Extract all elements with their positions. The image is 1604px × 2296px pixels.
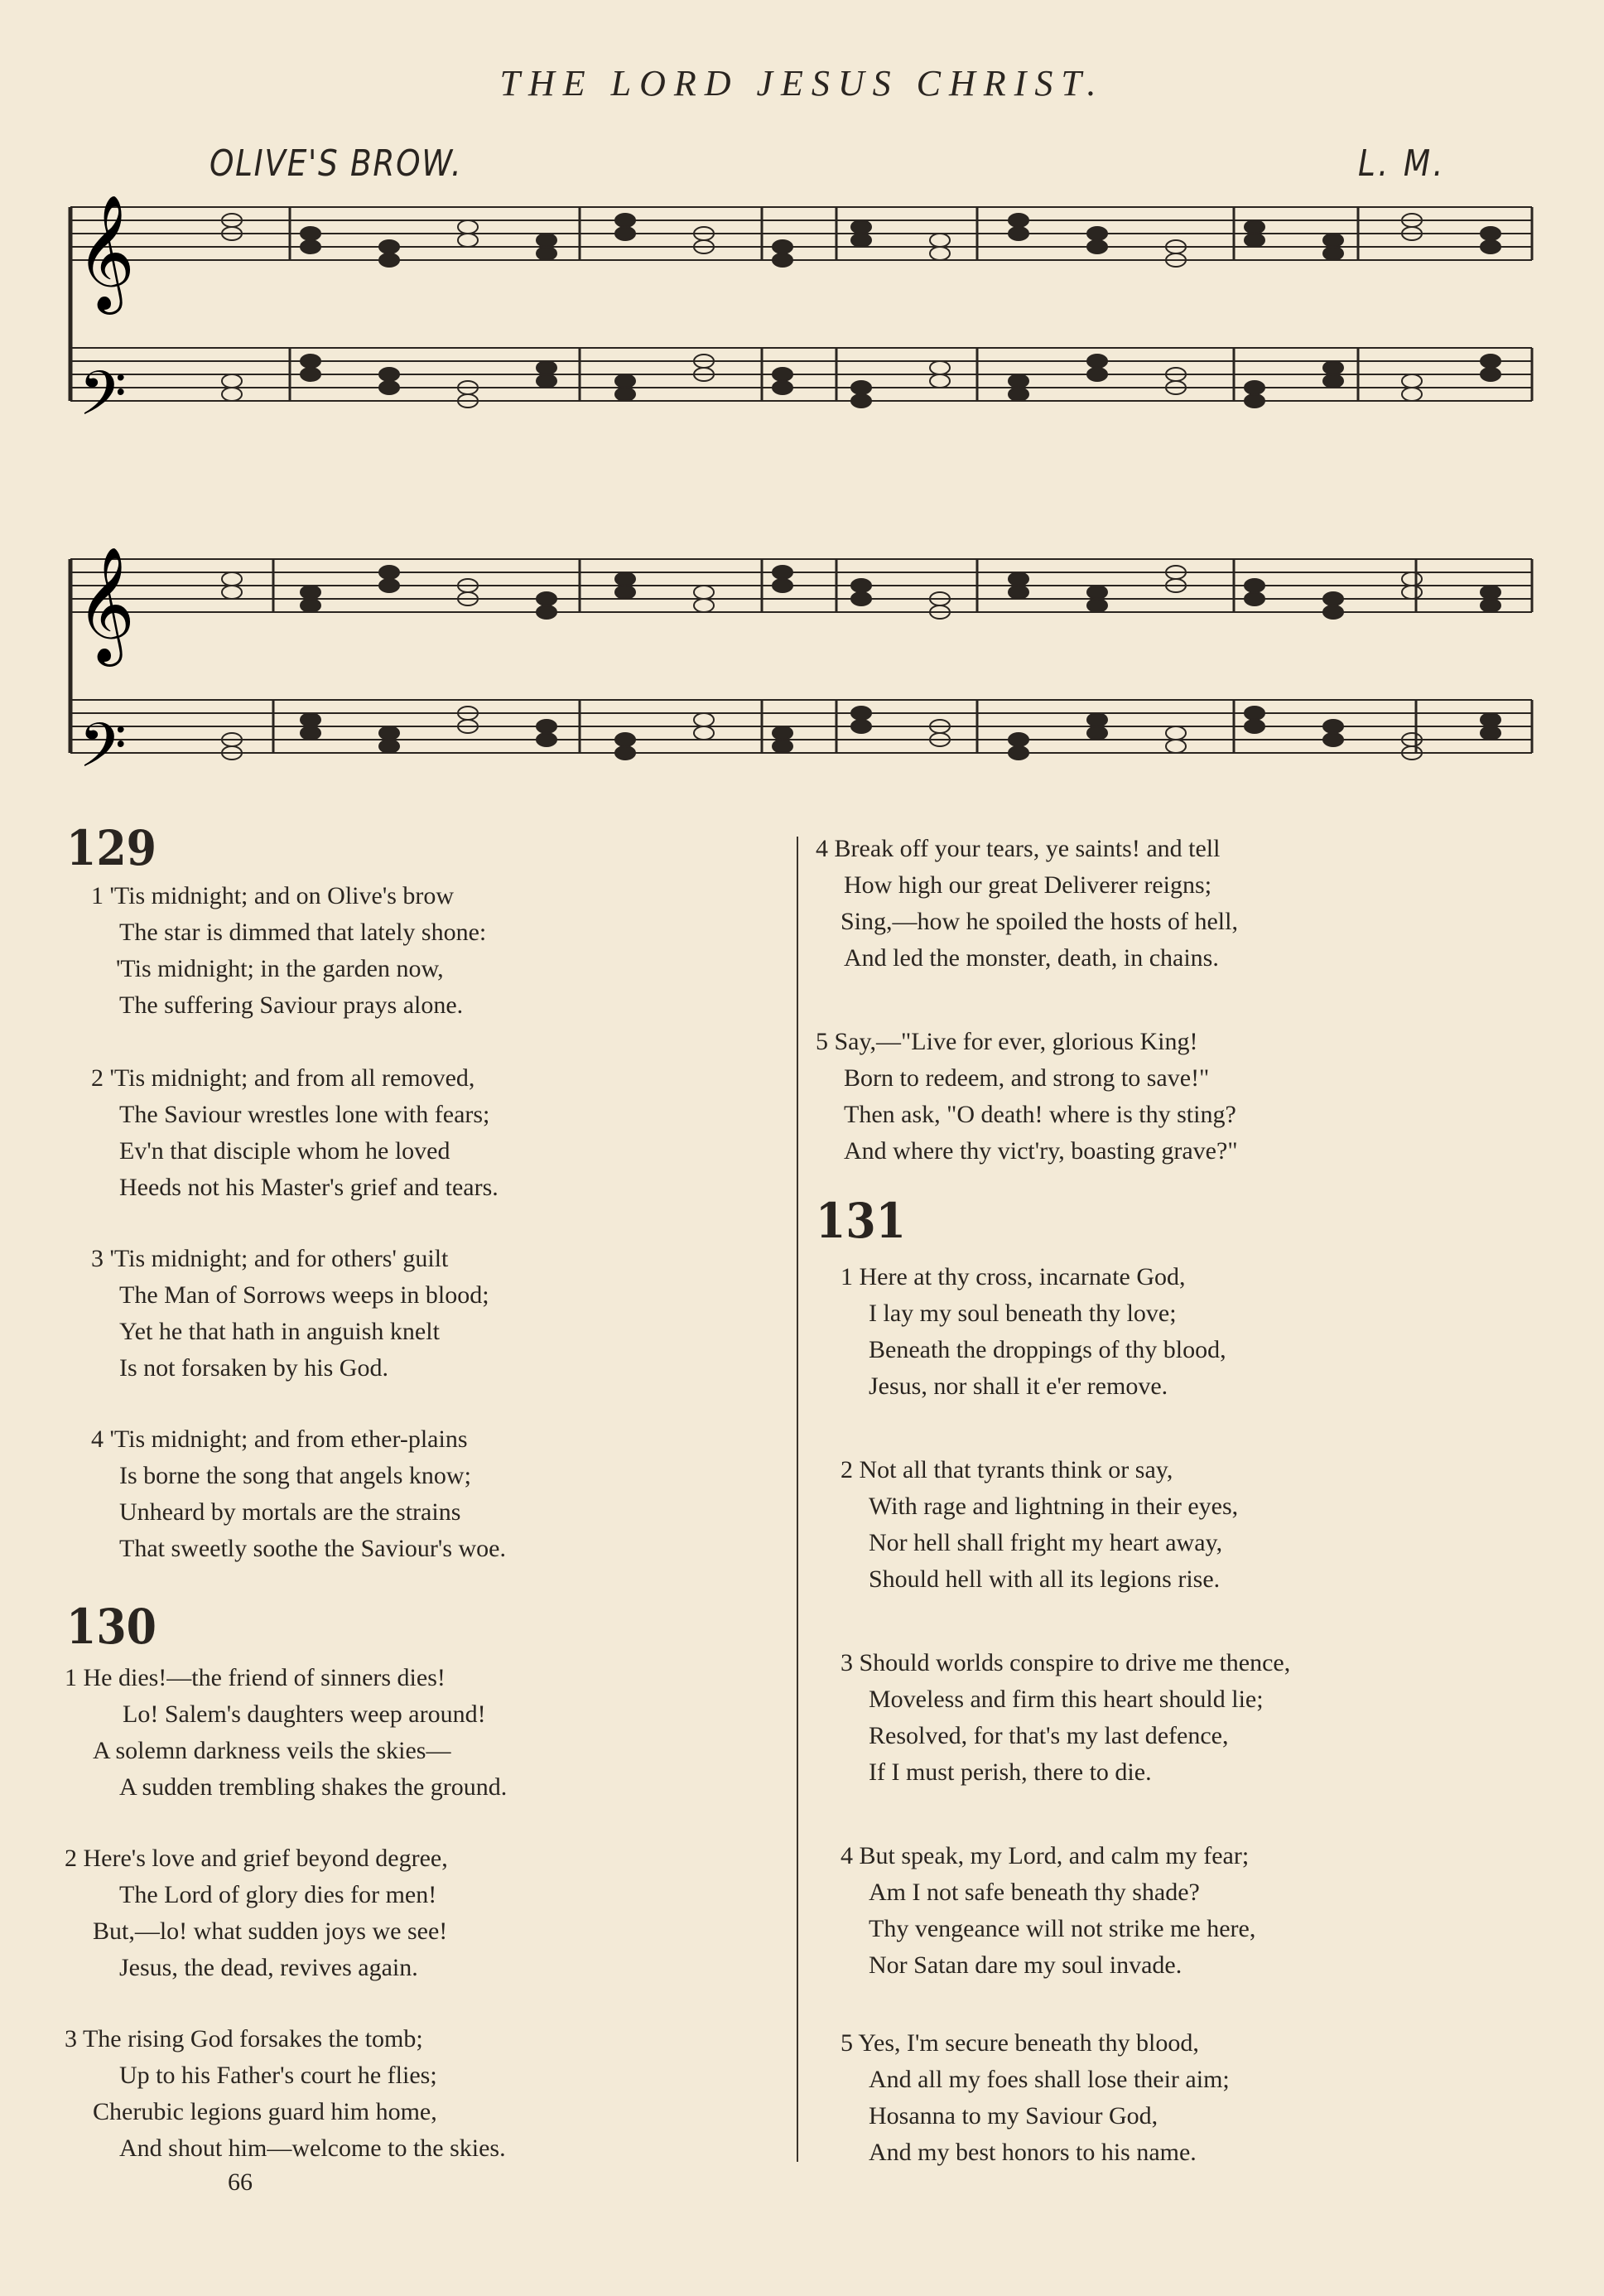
verse-line: Yet he that hath in anguish knelt	[119, 1318, 440, 1345]
note-head	[537, 733, 556, 746]
note-head	[1481, 726, 1500, 740]
note-head	[222, 374, 242, 388]
note-head	[379, 740, 399, 753]
note-head	[773, 566, 792, 579]
tune-name: OLIVE'S BROW.	[210, 142, 463, 185]
note-head	[851, 234, 871, 247]
note-head	[1402, 374, 1422, 388]
hymn-131-verse-1	[841, 1259, 1226, 1405]
verse-line: And where thy vict'ry, boasting grave?"	[844, 1137, 1238, 1165]
note-head	[1245, 394, 1264, 408]
hymn-129-verse-1	[91, 878, 486, 1024]
note-head	[1166, 726, 1186, 740]
note-head	[1245, 707, 1264, 720]
verse-line: And led the monster, death, in chains.	[844, 944, 1219, 972]
note-head	[773, 726, 792, 740]
verse-line: Beneath the droppings of thy blood,	[869, 1336, 1226, 1363]
note-head	[537, 720, 556, 733]
note-head	[1323, 720, 1343, 733]
verse-line: And all my foes shall lose their aim;	[869, 2066, 1230, 2093]
note-head	[615, 374, 635, 388]
note-head	[222, 388, 242, 401]
verse-line: Cherubic legions guard him home,	[93, 2098, 437, 2125]
note-head	[379, 579, 399, 592]
verse-line: I lay my soul beneath thy love;	[869, 1300, 1177, 1327]
hymn-130-verse-1	[65, 1660, 507, 1806]
note-head	[537, 247, 556, 260]
verse-line: And shout him—welcome to the skies.	[119, 2134, 506, 2162]
note-head	[1245, 234, 1264, 247]
verse-line: Jesus, nor shall it e'er remove.	[869, 1372, 1168, 1400]
verse-line: Am I not safe beneath thy shade?	[869, 1879, 1200, 1906]
note-head	[1402, 388, 1422, 401]
note-head	[1087, 599, 1107, 612]
note-head	[773, 579, 792, 592]
verse-line: The star is dimmed that lately shone:	[119, 919, 487, 946]
note-head	[1323, 234, 1343, 247]
verse-line: 4 'Tis midnight; and from ether-plains	[91, 1425, 468, 1453]
note-head	[1481, 599, 1500, 612]
note-head	[1323, 374, 1343, 388]
note-head	[301, 713, 320, 726]
verse-line: 5 Say,—"Live for ever, glorious King!	[816, 1028, 1198, 1055]
note-head	[1323, 605, 1343, 619]
note-head	[851, 592, 871, 605]
note-head	[379, 726, 399, 740]
verse-line: How high our great Deliverer reigns;	[844, 871, 1212, 899]
note-head	[773, 368, 792, 381]
note-head	[1009, 746, 1028, 760]
bass-clef-2: 𝄢	[79, 710, 127, 797]
verse-line: Nor Satan dare my soul invade.	[869, 1951, 1183, 1979]
verse-line: 5 Yes, I'm secure beneath thy blood,	[841, 2029, 1199, 2057]
note-head	[1009, 227, 1028, 240]
note-head	[1402, 586, 1422, 599]
note-head	[851, 720, 871, 733]
note-head	[930, 247, 950, 260]
verse-line: 4 Break off your tears, ye saints! and tell	[816, 835, 1221, 862]
verse-line: Heeds not his Master's grief and tears.	[119, 1174, 499, 1201]
verse-line: 2 'Tis midnight; and from all removed,	[91, 1064, 475, 1092]
verse-line: 'Tis midnight; in the garden now,	[116, 955, 444, 982]
note-head	[1323, 733, 1343, 746]
note-head	[615, 572, 635, 586]
note-head	[1481, 355, 1500, 368]
note-head	[301, 599, 320, 612]
verse-line: Is borne the song that angels know;	[119, 1462, 471, 1489]
note-head	[615, 586, 635, 599]
note-head	[1087, 368, 1107, 381]
note-head	[1481, 368, 1500, 381]
verse-line: With rage and lightning in their eyes,	[869, 1493, 1239, 1520]
verse-line: 2 Not all that tyrants think or say,	[841, 1456, 1173, 1483]
note-head	[1323, 247, 1343, 260]
hymn-number-129: 129	[66, 820, 157, 876]
note-head	[537, 234, 556, 247]
note-head	[1087, 227, 1107, 240]
verse-line: A solemn darkness veils the skies—	[93, 1737, 451, 1764]
note-head	[379, 253, 399, 267]
treble-clef-1: 𝄞	[76, 195, 135, 310]
note-head	[851, 220, 871, 234]
verse-line: Born to redeem, and strong to save!"	[844, 1064, 1210, 1092]
verse-line: The suffering Saviour prays alone.	[119, 991, 464, 1019]
note-marks	[222, 214, 1500, 760]
verse-line: A sudden trembling shakes the ground.	[119, 1773, 508, 1801]
note-head	[615, 746, 635, 760]
note-head	[694, 599, 714, 612]
note-head	[1323, 592, 1343, 605]
verse-line: Ev'n that disciple whom he loved	[119, 1137, 450, 1165]
note-head	[1323, 361, 1343, 374]
note-head	[301, 586, 320, 599]
verse-line: Hosanna to my Saviour God,	[869, 2102, 1158, 2130]
verse-line: But,—lo! what sudden joys we see!	[93, 1917, 448, 1945]
verse-line: And my best honors to his name.	[869, 2139, 1197, 2166]
note-head	[851, 394, 871, 408]
hymn-130-verse-5	[816, 1024, 1238, 1170]
note-head	[458, 220, 478, 234]
note-head	[537, 361, 556, 374]
note-head	[1245, 720, 1264, 733]
note-head	[1009, 572, 1028, 586]
verse-line: If I must perish, there to die.	[869, 1758, 1152, 1786]
note-head	[615, 214, 635, 227]
note-head	[379, 240, 399, 253]
verse-line: Jesus, the dead, revives again.	[119, 1954, 418, 1981]
note-head	[930, 374, 950, 388]
bass-clef-1: 𝄢	[79, 358, 127, 445]
note-head	[537, 592, 556, 605]
note-head	[222, 572, 242, 586]
verse-line: Then ask, "O death! where is thy sting?	[844, 1101, 1236, 1128]
verse-line: Should hell with all its legions rise.	[869, 1565, 1221, 1593]
hymn-130-verse-3	[65, 2021, 506, 2167]
hymn-131-verse-4	[841, 1838, 1255, 1984]
note-head	[301, 240, 320, 253]
staff-lines	[70, 207, 1532, 753]
verse-line: 1 He dies!—the friend of sinners dies!	[65, 1664, 446, 1691]
hymn-number-131: 131	[816, 1193, 906, 1249]
treble-clef-2: 𝄞	[76, 547, 135, 662]
hymn-129-verse-3	[91, 1241, 489, 1387]
verse-line: The Saviour wrestles lone with fears;	[119, 1101, 490, 1128]
note-head	[379, 368, 399, 381]
hymn-131-verse-3	[841, 1645, 1290, 1791]
verse-line: 1 Here at thy cross, incarnate God,	[841, 1263, 1186, 1290]
verse-line: Nor hell shall fright my heart away,	[869, 1529, 1223, 1556]
note-head	[615, 733, 635, 746]
note-head	[1402, 572, 1422, 586]
verse-line: Moveless and firm this heart should lie;	[869, 1686, 1264, 1713]
note-head	[615, 227, 635, 240]
page-number: 66	[228, 2168, 253, 2196]
note-head	[301, 227, 320, 240]
note-head	[1087, 586, 1107, 599]
note-head	[222, 586, 242, 599]
note-head	[1009, 733, 1028, 746]
verse-line: 1 'Tis midnight; and on Olive's brow	[91, 882, 455, 909]
note-head	[773, 253, 792, 267]
verse-line: 3 The rising God forsakes the tomb;	[65, 2025, 423, 2052]
verse-line: The Man of Sorrows weeps in blood;	[119, 1281, 489, 1309]
note-head	[1481, 586, 1500, 599]
verse-line: Up to his Father's court he flies;	[119, 2062, 437, 2089]
verse-line: Sing,—how he spoiled the hosts of hell,	[841, 908, 1238, 935]
note-head	[773, 240, 792, 253]
note-head	[379, 566, 399, 579]
note-head	[930, 361, 950, 374]
note-head	[1009, 374, 1028, 388]
hymn-130-verse-4	[816, 831, 1238, 977]
hymn-129-verse-4	[91, 1421, 506, 1567]
note-head	[1009, 586, 1028, 599]
note-head	[1166, 740, 1186, 753]
note-head	[851, 579, 871, 592]
column-divider	[797, 837, 798, 2162]
note-head	[615, 388, 635, 401]
verse-line: The Lord of glory dies for men!	[119, 1881, 437, 1908]
music-score	[0, 0, 1604, 828]
note-head	[301, 355, 320, 368]
verse-line: Lo! Salem's daughters weep around!	[123, 1700, 486, 1728]
note-head	[1245, 592, 1264, 605]
note-head	[773, 381, 792, 394]
note-head	[694, 713, 714, 726]
verse-line: Thy vengeance will not strike me here,	[869, 1915, 1256, 1942]
note-head	[1245, 579, 1264, 592]
note-head	[1481, 240, 1500, 253]
note-head	[301, 726, 320, 740]
note-head	[1009, 214, 1028, 227]
note-head	[301, 368, 320, 381]
note-head	[851, 707, 871, 720]
verse-line: Is not forsaken by his God.	[119, 1354, 388, 1382]
hymn-number-130: 130	[66, 1599, 157, 1655]
note-head	[694, 726, 714, 740]
hymn-130-verse-2	[65, 1840, 448, 1986]
note-head	[694, 586, 714, 599]
note-head	[930, 234, 950, 247]
note-head	[1245, 381, 1264, 394]
hymn-129-verse-2	[91, 1060, 499, 1206]
verse-line: That sweetly soothe the Saviour's woe.	[119, 1535, 506, 1562]
note-head	[1481, 713, 1500, 726]
note-head	[458, 234, 478, 247]
hymn-131-verse-5	[841, 2025, 1230, 2171]
note-head	[1087, 240, 1107, 253]
verse-line: 4 But speak, my Lord, and calm my fear;	[841, 1842, 1250, 1869]
note-head	[537, 605, 556, 619]
note-head	[1087, 726, 1107, 740]
verse-line: 3 'Tis midnight; and for others' guilt	[91, 1245, 449, 1272]
note-head	[1009, 388, 1028, 401]
note-head	[851, 381, 871, 394]
note-head	[1087, 355, 1107, 368]
verse-line: 2 Here's love and grief beyond degree,	[65, 1845, 448, 1872]
verse-line: Unheard by mortals are the strains	[119, 1498, 461, 1526]
note-head	[1245, 220, 1264, 234]
verse-line: Resolved, for that's my last defence,	[869, 1722, 1229, 1749]
note-head	[537, 374, 556, 388]
note-head	[773, 740, 792, 753]
verse-line: 3 Should worlds conspire to drive me thence,	[841, 1649, 1291, 1676]
meter: L. M.	[1358, 142, 1446, 185]
note-head	[1481, 227, 1500, 240]
note-head	[1087, 713, 1107, 726]
hymn-131-verse-2	[841, 1452, 1238, 1598]
running-title: THE LORD JESUS CHRIST.	[499, 63, 1105, 104]
note-head	[379, 381, 399, 394]
